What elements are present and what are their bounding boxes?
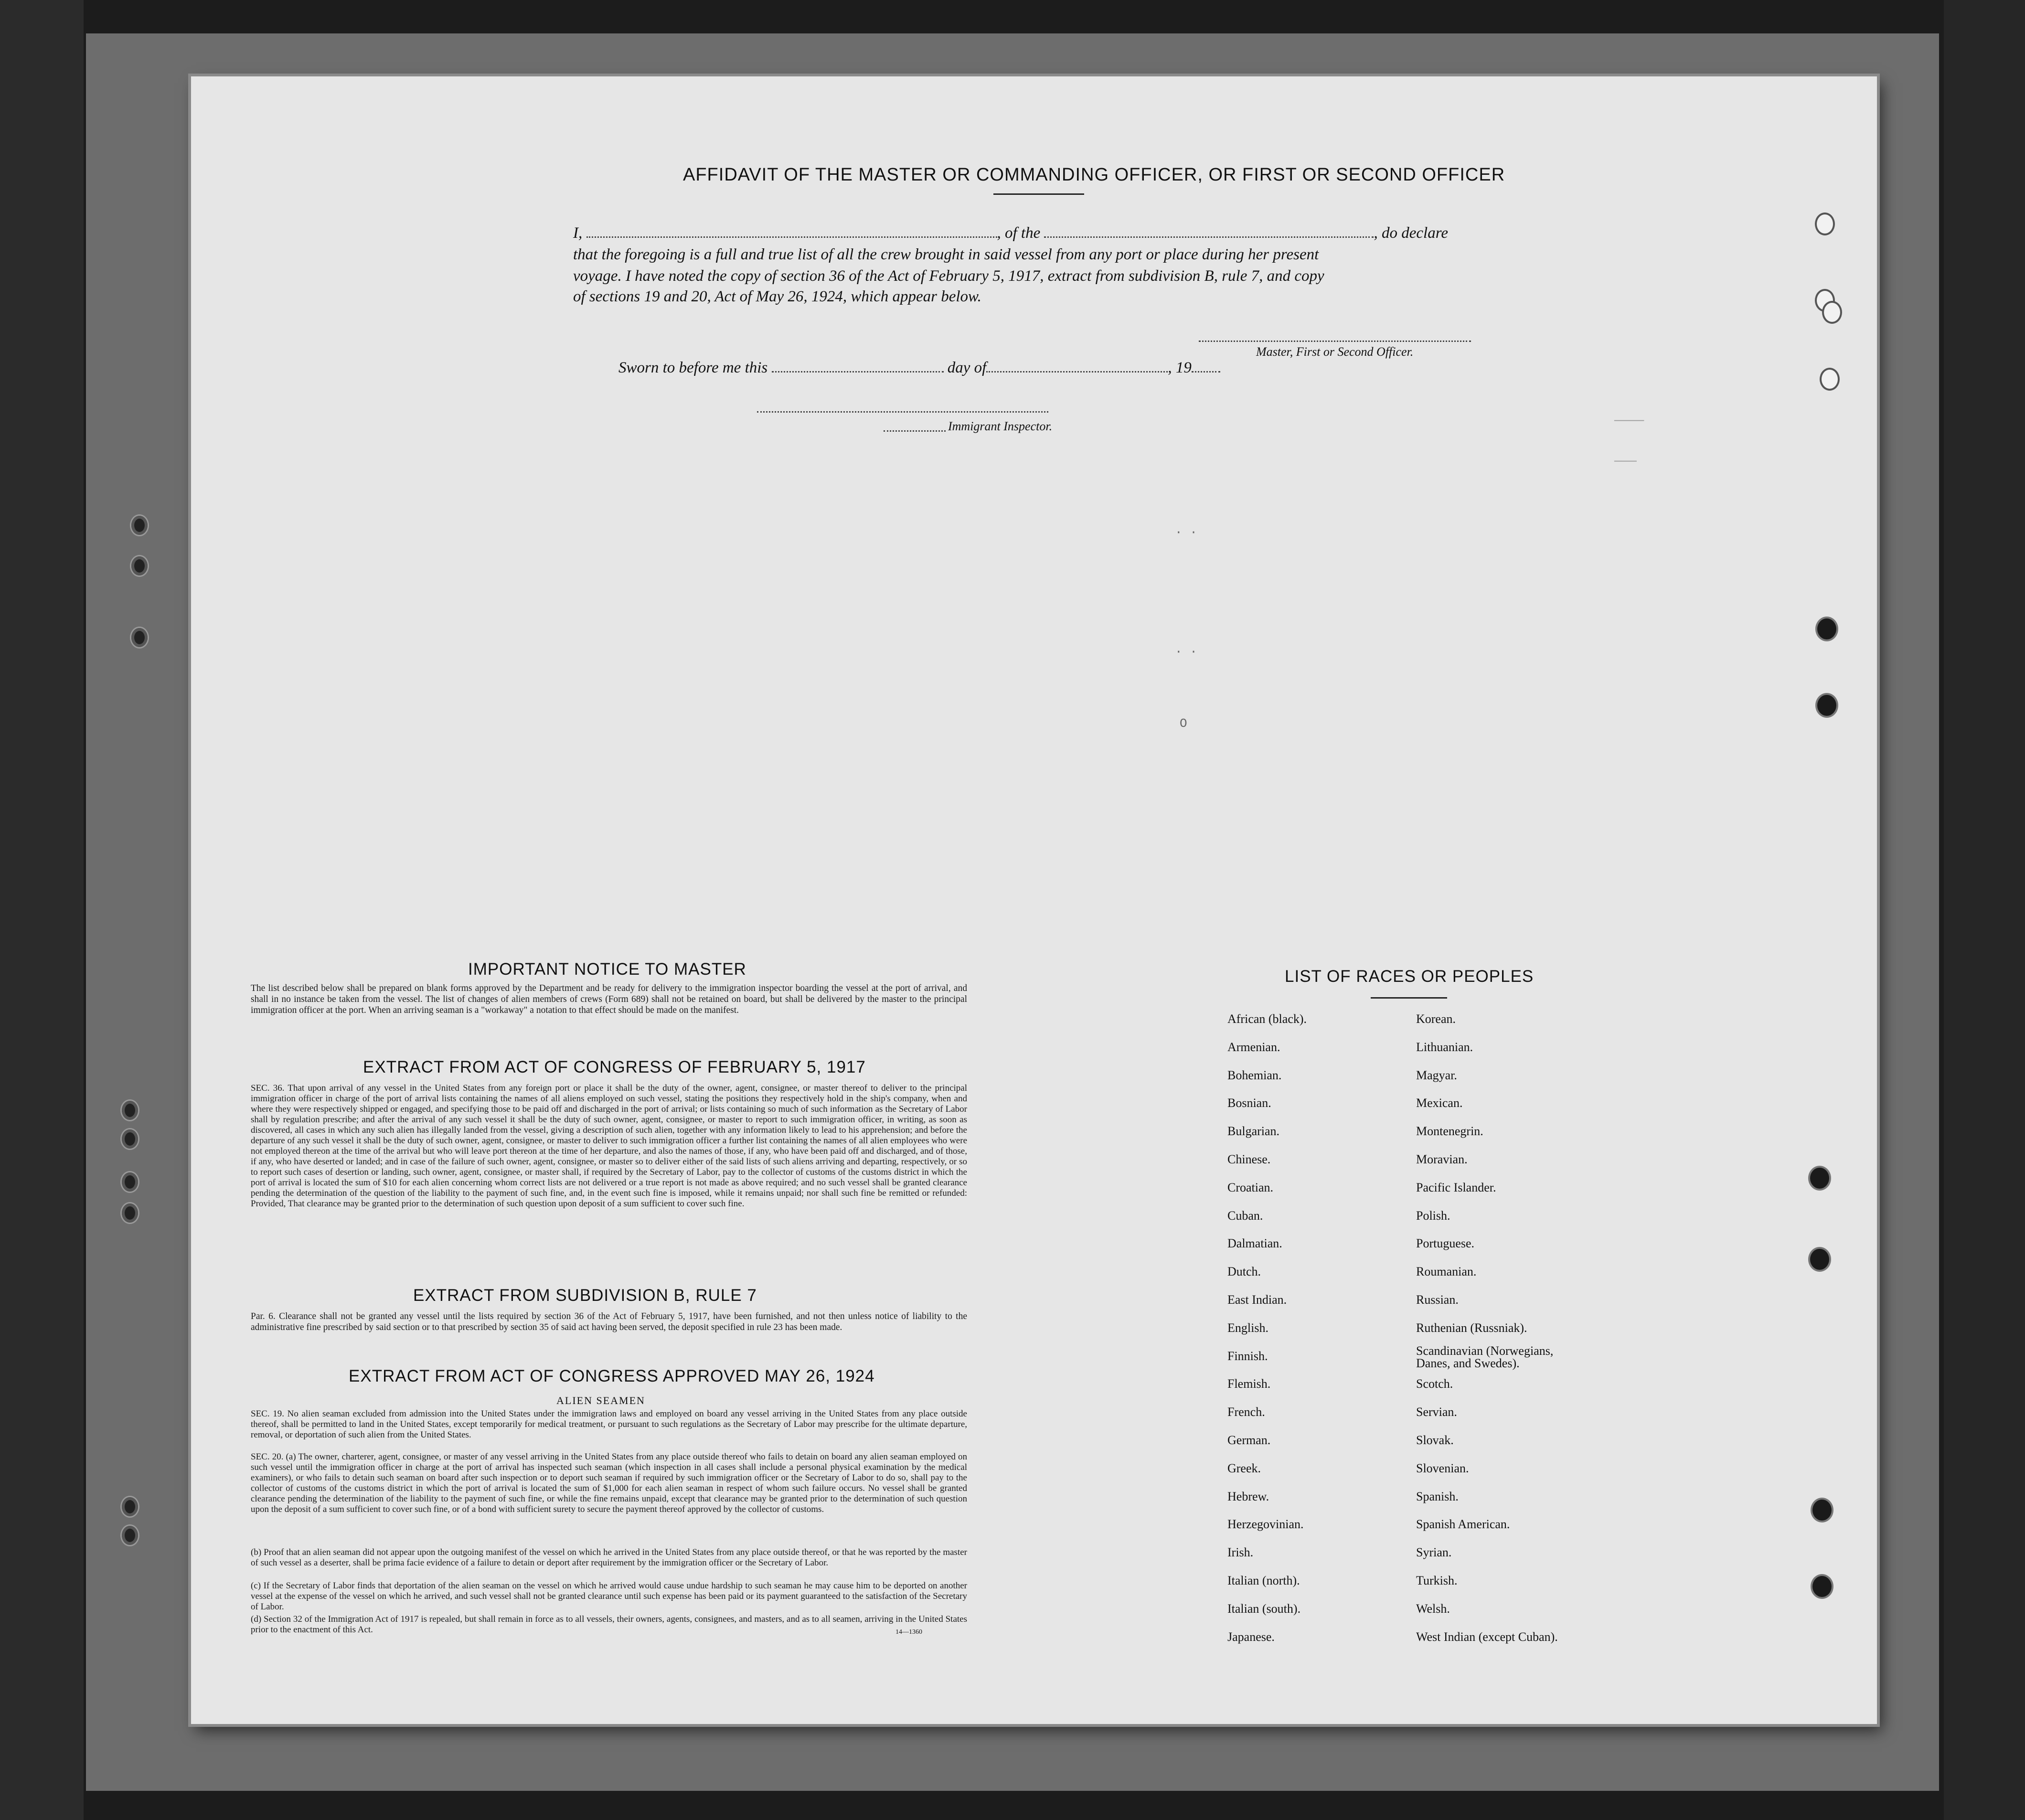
inspector-signature-field[interactable] <box>757 411 1048 413</box>
binder-hole-icon <box>122 1101 138 1120</box>
binder-hole-icon <box>122 1203 138 1223</box>
form-number: 14—1360 <box>895 1628 922 1636</box>
notice-title: IMPORTANT NOTICE TO MASTER <box>468 960 746 979</box>
master-signature-label: Master, First or Second Officer. <box>1256 345 1414 359</box>
sec19-text: SEC. 19. No alien seaman excluded from admission into the United States under the immigration laws and employed on board any vessel arriving in the United States from any place outside thereof, shall be permitted to land in the United States, except temporarily for medical treatment, or pursuant to such regulations as the Secretary of Labor may prescribe for the ultimate departure, removal, or deportation of such alien from the United States. <box>251 1409 967 1440</box>
race-item: English. <box>1227 1321 1268 1335</box>
race-item: Montenegrin. <box>1416 1124 1483 1138</box>
divider <box>1371 997 1447 999</box>
extract-1917-text: SEC. 36. That upon arrival of any vessel in the United States from any foreign port or place it shall be the duty of the owner, agent, consignee, or master thereof to deliver to the principal immigration officer in charge of the port of arrival lists containing the names of all aliens employed on such vessel, stating the positions they respectively hold in the ship's company, when and where they were respectively shipped or engaged, and specifying those to be paid off and discharged in the port of arrival; or lists containing so much of such information as the Secretary of Labor shall by regulation prescribe; and after the arrival of any such vessel it shall be the duty of such owner, agent, consignee, or master to report to such immigration officer, in writing, as soon as discovered, all cases in which any such alien has illegally landed from the vessel, giving a description of such alien, together with any information likely to lead to his apprehension; and before the departure of any such vessel it shall be the duty of such owner, agent, consignee, or master to deliver to such immigration officer a further list containing the names of all alien employees who were not employed thereon at the time of the arrival but who will leave port thereon at the time of her departure, and also the names of those, if any, who have been paid off and discharged, and of those, if any, who have deserted or landed; and in case of the failure of such owner, agent, consignee, or master so to deliver either of the said lists of such aliens arriving and departing, respectively, or so to report such cases of desertion or landing, such owner, agent, consignee, or master shall, if required by the Secretary of Labor, pay to the collector of customs of the customs district in which the port of arrival is located the sum of $10 for each alien concerning whom correct lists are not delivered or a true report is not made as above required; and no such vessel shall be granted clearance pending the determination of the question of the liability to the payment of such fine, and, in the event such fine is imposed, while it remains unpaid; nor shall such fine be remitted or refunded: Provided, That clearance may be granted prior to the determination of such question upon deposit of a sum sufficient to cover such fine. <box>251 1083 967 1209</box>
binder-hole-icon <box>122 1497 138 1516</box>
punch-hole-icon <box>1817 695 1836 716</box>
affidavit-line-3: voyage. I have noted the copy of section 36 of the Act of February 5, 1917, extract from subdivision B, rule 7, and copy <box>573 267 1324 285</box>
affidavit-of-the: , of the <box>997 224 1041 242</box>
notice-text: The list described below shall be prepared on blank forms approved by the Department and be ready for delivery to the immigration inspector boarding the vessel at the port of arrival, and shall in no instance be taken from the vessel. The list of changes of alien members of crews (Form 689) shall not be retained on board, but shall be delivered by the master to the principal immigration officer at the port. When an arriving seaman is a "workaway" a notation to that effect should be made on the manifest. <box>251 983 967 1015</box>
affidavit-line-4: of sections 19 and 20, Act of May 26, 1924, which appear below. <box>573 288 981 305</box>
race-item: Korean. <box>1416 1012 1456 1026</box>
race-item: French. <box>1227 1405 1265 1419</box>
affidavit-title: AFFIDAVIT OF THE MASTER OR COMMANDING OFFICER, OR FIRST OR SECOND OFFICER <box>683 165 1505 185</box>
race-item: Cuban. <box>1227 1209 1263 1223</box>
bleed-through-mark: ——— <box>1614 454 1637 468</box>
race-item: Dutch. <box>1227 1265 1261 1278</box>
race-item: Bulgarian. <box>1227 1124 1280 1138</box>
races-title: LIST OF RACES OR PEOPLES <box>1285 967 1534 986</box>
binder-hole-icon <box>131 556 148 575</box>
race-item: Armenian. <box>1227 1040 1280 1054</box>
bleed-through-mark: ———— <box>1614 413 1644 427</box>
vessel-name-field[interactable] <box>1044 236 1374 238</box>
sec20b-text: (b) Proof that an alien seaman did not appear upon the outgoing manifest of the vessel on which he arrived in the United States from any place outside thereof, or that he was reported by the master of such vessel as a deserter, shall be prima facie evidence of a failure to detain or deport after requirement by the immigration officer or the Secretary of Labor. <box>251 1547 967 1568</box>
race-item: East Indian. <box>1227 1293 1287 1307</box>
race-item: German. <box>1227 1433 1271 1447</box>
affidavit-line-1 <box>573 224 1448 242</box>
affidavit-i: I, <box>573 224 583 242</box>
master-name-field[interactable] <box>586 236 997 238</box>
race-item: African (black). <box>1227 1012 1307 1026</box>
sworn-day-field[interactable] <box>772 371 944 373</box>
race-item: Moravian. <box>1416 1152 1468 1166</box>
race-item: Bohemian. <box>1227 1068 1282 1082</box>
binder-left-strip <box>0 0 84 1820</box>
binder-hole-icon <box>131 628 148 647</box>
race-item: Polish. <box>1416 1209 1450 1223</box>
punch-hole-icon <box>1820 368 1840 391</box>
sworn-month-field[interactable] <box>986 371 1168 373</box>
race-item: Dalmatian. <box>1227 1236 1282 1250</box>
race-item: Portuguese. <box>1416 1236 1475 1250</box>
race-item: Turkish. <box>1416 1574 1458 1587</box>
race-item: Servian. <box>1416 1405 1457 1419</box>
race-item: Roumanian. <box>1416 1265 1477 1278</box>
race-item: Russian. <box>1416 1293 1459 1307</box>
race-item: Ruthenian (Russniak). <box>1416 1321 1527 1335</box>
alien-seamen-subtitle: ALIEN SEAMEN <box>556 1394 645 1406</box>
race-item: Flemish. <box>1227 1377 1271 1391</box>
extract-rule7-title: EXTRACT FROM SUBDIVISION B, RULE 7 <box>413 1286 757 1305</box>
race-item: Hebrew. <box>1227 1490 1269 1503</box>
binder-hole-icon <box>122 1526 138 1545</box>
race-item: Chinese. <box>1227 1152 1271 1166</box>
sec20d-text: (d) Section 32 of the Immigration Act of 1917 is repealed, but shall remain in force as to all vessels, their owners, agents, consignees, and masters, and as to all seamen, arriving in the United States prior to the enactment of this Act. <box>251 1614 967 1635</box>
sec20c-text: (c) If the Secretary of Labor finds that deportation of the alien seaman on the vessel on which he arrived would cause undue hardship to such seaman he may cause him to be deported on another vessel at the expense of the vessel on which he arrived, and such vessel shall not be granted clearance until such expense has been paid or its payment guaranteed to the satisfaction of the Secretary of Labor. <box>251 1581 967 1612</box>
extract-1917-title: EXTRACT FROM ACT OF CONGRESS OF FEBRUARY 5, 1917 <box>363 1058 866 1076</box>
punch-hole-icon <box>1812 1576 1832 1597</box>
inspector-signature-label: Immigrant Inspector. <box>948 419 1053 433</box>
binder-hole-icon <box>131 516 148 535</box>
sworn-year: , 19 <box>1168 359 1192 376</box>
bleed-through-mark: · · <box>1175 525 1197 540</box>
race-item: Croatian. <box>1227 1181 1274 1194</box>
race-item: West Indian (except Cuban). <box>1416 1630 1558 1644</box>
bleed-through-mark: O <box>1180 716 1187 731</box>
master-signature-field[interactable] <box>1199 340 1471 342</box>
race-item: Scotch. <box>1416 1377 1453 1391</box>
binder-right-strip <box>1944 0 2025 1820</box>
race-item: Spanish. <box>1416 1490 1459 1503</box>
race-item: Italian (north). <box>1227 1574 1300 1587</box>
extract-1924-title: EXTRACT FROM ACT OF CONGRESS APPROVED MAY 26, 1924 <box>349 1367 875 1385</box>
sworn-day-of: day of <box>947 359 987 376</box>
race-item: Welsh. <box>1416 1602 1450 1616</box>
punch-hole-icon <box>1815 213 1835 235</box>
sworn-year-field[interactable] <box>1192 371 1220 373</box>
binder-hole-icon <box>122 1129 138 1149</box>
divider <box>993 193 1084 195</box>
affidavit-line-2: that the foregoing is a full and true list of all the crew brought in said vessel from any port or place during her present <box>573 246 1319 263</box>
race-item: Slovak. <box>1416 1433 1454 1447</box>
punch-hole-icon <box>1822 301 1842 324</box>
sworn-line <box>618 359 1220 377</box>
race-item: Slovenian. <box>1416 1461 1469 1475</box>
race-item: Greek. <box>1227 1461 1261 1475</box>
race-item: Lithuanian. <box>1416 1040 1473 1054</box>
affidavit-do-declare: , do declare <box>1374 224 1448 242</box>
race-item: Spanish American. <box>1416 1517 1510 1531</box>
inspector-signature-leader <box>884 430 946 432</box>
sec20a-text: SEC. 20. (a) The owner, charterer, agent, consignee, or master of any vessel arriving in the United States from any place outside thereof who fails to detain on board any alien seaman employed on such vessel until the immigration officer in charge at the port of arrival has inspected such seaman (which inspection in all cases shall include a personal physical examination by the medical examiners), or who fails to detain such seaman on board after such inspection or to deport such seaman if required by such immigration officer or the Secretary of Labor to do so, shall pay to the collector of customs of the customs district in which the port of arrival is located the sum of $1,000 for each alien seaman in respect of whom such failure occurs. No vessel shall be granted clearance pending the determination of the liability to the payment of such fine, or while the fine remains unpaid, except that clearance may be granted prior to the determination of such question upon the deposit of a sum sufficient to cover such fine, or of a bond with sufficient surety to secure the payment thereof approved by the collector of customs. <box>251 1452 967 1514</box>
race-item: Pacific Islander. <box>1416 1181 1496 1194</box>
extract-rule7-text: Par. 6. Clearance shall not be granted any vessel until the lists required by section 36 of the Act of February 5, 1917, have been furnished, and not then unless notice of liability to the administrative fine prescribed by said section or to that prescribed by section 35 of said act having been served, the deposit specified in rule 23 has been made. <box>251 1311 967 1332</box>
race-item: Mexican. <box>1416 1096 1463 1110</box>
binder-hole-icon <box>122 1172 138 1192</box>
punch-hole-icon <box>1817 618 1836 639</box>
race-item: Bosnian. <box>1227 1096 1271 1110</box>
punch-hole-icon <box>1810 1168 1829 1189</box>
race-item: Italian (south). <box>1227 1602 1301 1616</box>
race-item: Finnish. <box>1227 1349 1268 1363</box>
race-item: Herzegovinian. <box>1227 1517 1304 1531</box>
race-item: Japanese. <box>1227 1630 1275 1644</box>
sworn-text: Sworn to before me this <box>618 359 768 376</box>
bleed-through-mark: · · <box>1175 645 1197 659</box>
punch-hole-icon <box>1810 1249 1829 1270</box>
race-item: Magyar. <box>1416 1068 1457 1082</box>
punch-hole-icon <box>1812 1500 1832 1521</box>
race-item: Irish. <box>1227 1545 1254 1559</box>
race-item: Scandinavian (Norwegians, Danes, and Swedes). <box>1416 1344 1554 1370</box>
race-item: Syrian. <box>1416 1545 1452 1559</box>
